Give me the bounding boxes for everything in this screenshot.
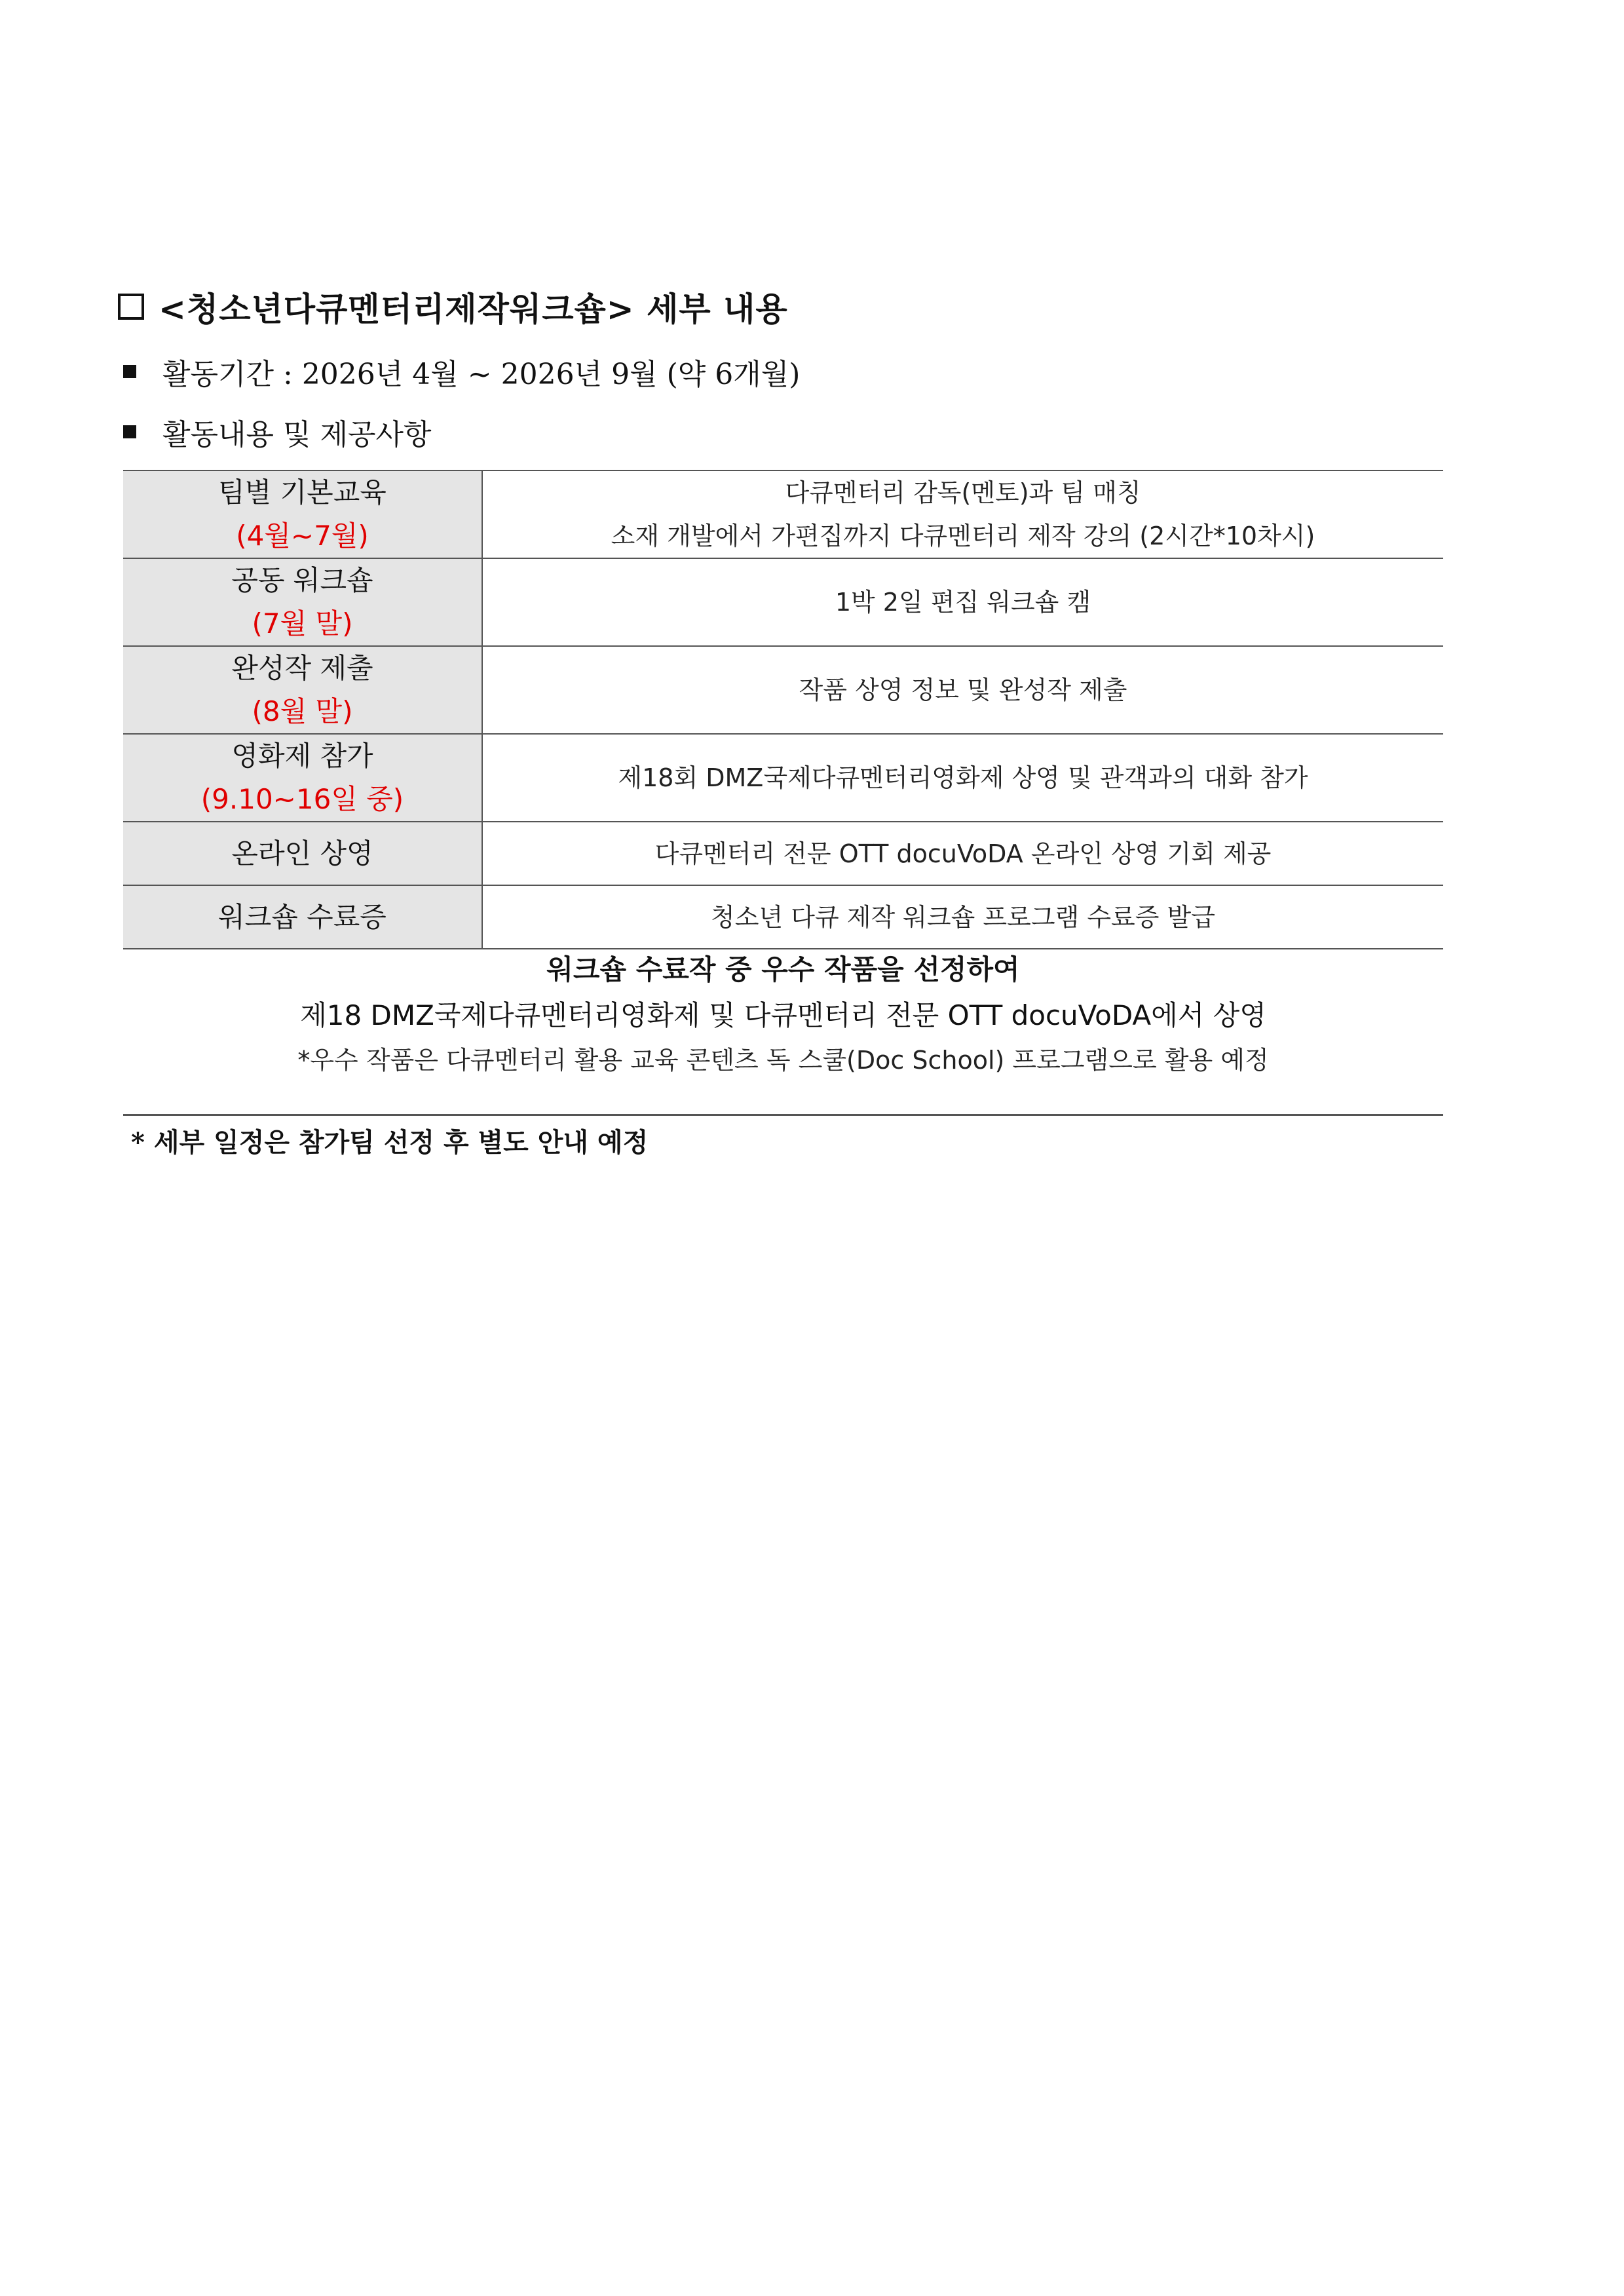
activity-name: 워크숍 수료증: [218, 900, 387, 933]
activities-table: [123, 470, 1443, 949]
row-content: [482, 822, 1443, 885]
content-line: 1박 2일 편집 워크숍 캠: [835, 588, 1091, 617]
table-row: [123, 885, 1443, 949]
activity-period: (4월~7월): [236, 520, 369, 552]
row-content: [482, 470, 1443, 558]
activity-period: (7월 말): [252, 607, 353, 640]
table-row: [123, 470, 1443, 558]
activity-name: 팀별 기본교육: [218, 476, 387, 508]
section-heading: [118, 283, 788, 330]
activity-name: 완성작 제출: [231, 652, 373, 684]
schedule-note: * 세부 일정은 참가팀 선정 후 별도 안내 예정: [131, 1127, 649, 1158]
row-label: [123, 470, 482, 558]
table-row: [123, 558, 1443, 646]
content-line: 다큐멘터리 감독(멘토)과 팀 매칭: [785, 478, 1141, 507]
period-text: 활동기간 : 2026년 4월 ~ 2026년 9월 (약 6개월): [162, 358, 801, 391]
notice-line: 워크숍 수료작 중 우수 작품을 선정하여: [546, 953, 1020, 985]
activity-name: 공동 워크숍: [231, 564, 373, 596]
divider: [123, 1114, 1443, 1116]
activity-period: (9.10~16일 중): [200, 783, 404, 815]
period-bullet: [123, 351, 800, 392]
activity-name: 온라인 상영: [231, 837, 373, 870]
row-label: [123, 646, 482, 734]
table-row: [123, 822, 1443, 885]
row-label: [123, 822, 482, 885]
table-row: [123, 734, 1443, 822]
content-line: 다큐멘터리 전문 OTT docuVoDA 온라인 상영 기회 제공: [654, 839, 1272, 868]
content-line: 소재 개발에서 가편집까지 다큐멘터리 제작 강의 (2시간*10차시): [611, 522, 1315, 550]
notice-footnote: *우수 작품은 다큐멘터리 활용 교육 콘텐츠 독 스쿨(Doc School) 프로그램으로 활용 예정: [297, 1046, 1269, 1075]
heading-text: <청소년다큐멘터리제작워크숍> 세부 내용: [159, 290, 788, 328]
row-label: [123, 734, 482, 822]
square-bullet-icon: [123, 425, 136, 438]
activity-name: 영화제 참가: [231, 740, 373, 772]
content-line: 제18회 DMZ국제다큐멘터리영화제 상영 및 관객과의 대화 참가: [618, 763, 1308, 792]
row-content: [482, 734, 1443, 822]
notice-line: 제18 DMZ국제다큐멘터리영화제 및 다큐멘터리 전문 OTT docuVoDA에서 상영: [300, 999, 1266, 1031]
row-content: [482, 558, 1443, 646]
content-line: 청소년 다큐 제작 워크숍 프로그램 수료증 발급: [711, 902, 1215, 932]
row-label: [123, 885, 482, 949]
row-content: [482, 646, 1443, 734]
table-row: [123, 646, 1443, 734]
checkbox-icon: [118, 294, 144, 320]
row-label: [123, 558, 482, 646]
activity-period: (8월 말): [252, 695, 353, 727]
square-bullet-icon: [123, 365, 136, 378]
contents-bullet: [123, 411, 432, 453]
selection-notice: [123, 947, 1443, 1082]
row-content: [482, 885, 1443, 949]
contents-text: 활동내용 및 제공사항: [162, 418, 432, 451]
content-line: 작품 상영 정보 및 완성작 제출: [799, 676, 1127, 704]
